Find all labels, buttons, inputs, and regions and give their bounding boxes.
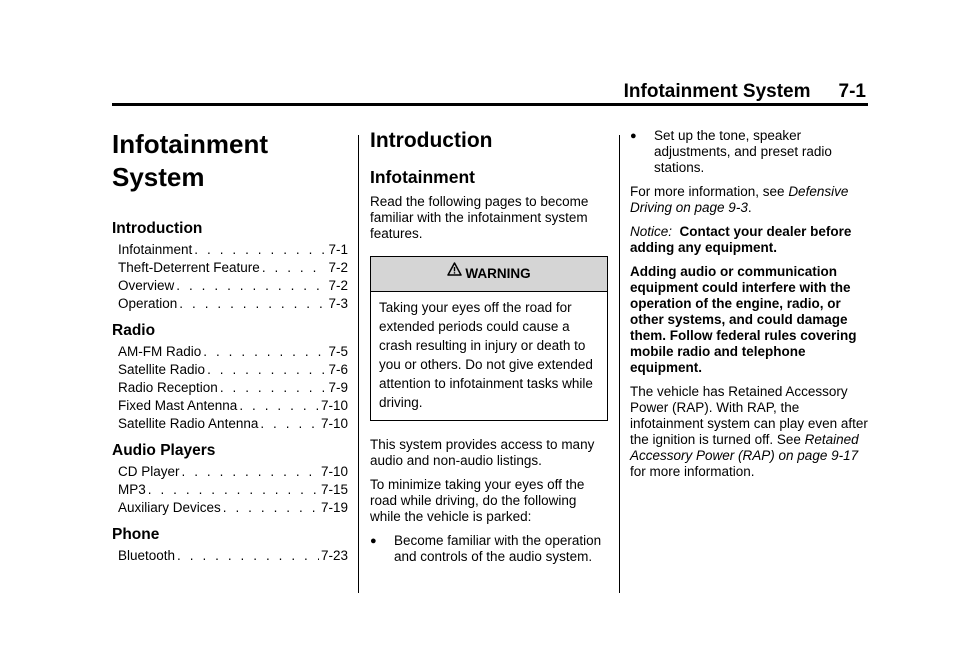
introduction-column <box>370 128 608 573</box>
toc-entry[interactable]: Overview . . . 7-2 <box>112 277 348 295</box>
toc-entry[interactable]: Radio Reception . . . 7-9 <box>112 379 348 397</box>
more-info-paragraph: For more information, see Defensive Driving on page 9-3. <box>630 184 849 215</box>
toc-section-audio-players <box>112 442 348 517</box>
toc-entry[interactable]: Theft-Deterrent Feature . . . 7-2 <box>112 259 348 277</box>
warning-triangle-icon <box>447 255 462 289</box>
toc-section-title[interactable]: Phone <box>112 526 160 543</box>
toc-entry[interactable]: Operation . . . 7-3 <box>112 295 348 313</box>
toc-section-title[interactable]: Introduction <box>112 220 203 237</box>
running-header <box>112 80 866 104</box>
toc-section-phone <box>112 526 348 565</box>
continued-column <box>630 128 870 488</box>
warning-label: WARNING <box>465 266 531 281</box>
toc-section-title[interactable]: Radio <box>112 322 156 339</box>
chapter-title-line1: Infotainment <box>112 129 268 159</box>
defensive-driving-link[interactable]: Defensive Driving on page 9-3 <box>630 184 849 215</box>
list-item: ● Set up the tone, speaker adjustments, and preset radio stations. <box>630 128 832 175</box>
toc-entry[interactable]: Auxiliary Devices . . . 7-19 <box>112 499 348 517</box>
rap-paragraph: The vehicle has Retained Accessory Power (RAP). With RAP, the infotainment system can play even after the ignition is turned off. See Retained Accessory Power (RAP) on page 9-17 for more information. <box>630 384 868 479</box>
column-divider-1 <box>358 135 359 593</box>
bullet-icon: ● <box>370 535 377 547</box>
warning-text: Taking your eyes off the road for extended periods could cause a crash resulting in injury or death to you or others. Do not give extended attention to infotainment tasks while driving. <box>379 300 593 410</box>
notice-paragraph: Notice: Contact your dealer before adding any equipment. <box>630 224 852 255</box>
toc-entry[interactable]: Infotainment . . . 7-1 <box>112 241 348 259</box>
minimize-paragraph: To minimize taking your eyes off the road while driving, do the following while the vehicle is parked: <box>370 477 585 524</box>
section-title: Introduction <box>370 129 493 152</box>
toc-section-radio <box>112 322 348 433</box>
toc-section-introduction <box>112 220 348 313</box>
toc-entry[interactable]: Satellite Radio Antenna . . . 7-10 <box>112 415 348 433</box>
column-divider-2 <box>619 135 620 593</box>
toc-entry[interactable]: Fixed Mast Antenna . . . 7-10 <box>112 397 348 415</box>
chapter-title <box>112 128 348 194</box>
toc-entry[interactable]: Satellite Radio . . . 7-6 <box>112 361 348 379</box>
system-paragraph: This system provides access to many audio and non-audio listings. <box>370 437 595 468</box>
toc-section-title[interactable]: Audio Players <box>112 442 216 459</box>
toc-entry[interactable]: MP3 . . . 7-15 <box>112 481 348 499</box>
rap-link[interactable]: Retained Accessory Power (RAP) on page 9-17 <box>630 432 859 463</box>
header-rule <box>112 103 868 106</box>
intro-paragraph: Read the following pages to become familiar with the infotainment system features. <box>370 194 589 241</box>
subsection-title: Infotainment <box>370 167 475 187</box>
toc-column <box>112 128 348 574</box>
warning-box <box>370 256 608 421</box>
chapter-title-line2: System <box>112 162 205 192</box>
list-item: ● Become familiar with the operation and controls of the audio system. <box>370 533 602 564</box>
toc-entry[interactable]: Bluetooth . . . 7-23 <box>112 547 348 565</box>
equipment-warning-paragraph: Adding audio or communication equipment could interfere with the operation of the engine, radio, or other systems, and could damage them. Follow federal rules covering mobile radio and telephone equipment. <box>630 264 857 375</box>
bullet-icon: ● <box>630 130 637 142</box>
warning-header <box>371 257 607 292</box>
notice-label: Notice: <box>630 224 673 239</box>
header-title: Infotainment System <box>623 81 811 102</box>
toc-entry[interactable]: CD Player . . . 7-10 <box>112 463 348 481</box>
header-page-number: 7-1 <box>838 81 866 102</box>
toc-entry[interactable]: AM-FM Radio . . . 7-5 <box>112 343 348 361</box>
